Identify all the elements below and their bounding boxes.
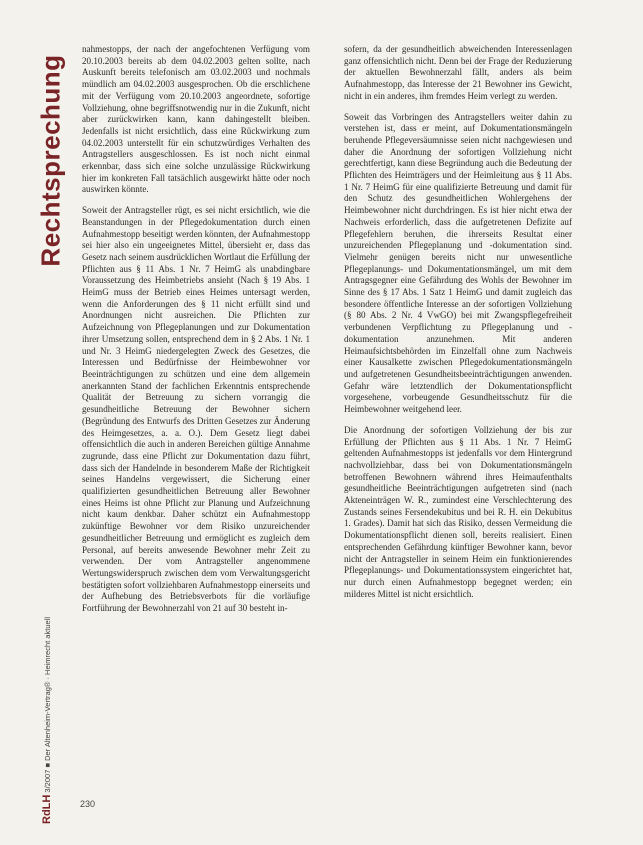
left-paragraph-2: Soweit der Antragsteller rügt, es sei nicht ersichtlich, wie die Beanstandungen in der Pflegedokumentation durch einen Aufnahmestopp beseitigt werden könnten, der Aufnahmestopp sei hier also ein ungeeignetes Mittel, übersieht er, dass das Gesetz nach seinem ausdrücklichen Wortlaut die Erfüllung der Pflichten aus § 11 Abs. 1 Nr. 7 HeimG als unabdingbare Voraussetzung des Heimbetriebs ansieht (Nach § 19 Abs. 1 HeimG muss der Betrieb eines Heimes untersagt werden, wenn die Anforderungen des § 11 nicht erfüllt sind und Anordnungen nicht ausreichen. Die Pflichten zur Aufzeichnung von Pflegeplanungen und zur Dokumentation ihrer Umsetzung sollen, entsprechend dem in § 2 Abs. 1 Nr. 1 und Nr. 3 HeimG niedergelegten Zweck des Gesetzes, die Interessen und Bedürfnisse der Heimbewohner vor Beeinträchtigungen zu schützen und eine dem allgemein anerkannten Stand der fachlichen Erkenntnis entsprechende Qualität der Betreuung zu sichern vorrangig die gesundheitliche Betreuung der Bewohner sichern (Begründung des Entwurfs des Dritten Gesetzes zur Änderung des Heimgesetzes, a. a. O.). Dem Gesetz liegt dabei offensichtlich die auch in anderen Bereichen gültige Annahme zugrunde, dass eine Pflicht zur Dokumentation dazu führt, dass sich der Handelnde in besonderem Maße der Richtigkeit seines Handelns vergewissert, die Sicherung einer qualifizierten gesundheitlichen Betreuung aller Bewohner eines Heims ist ohne Pflicht zur Planung und Aufzeichnung nicht kaum denkbar. Daher schützt ein Aufnahmestopp zukünftige Bewohner vor dem Risiko unzureichender gesundheitlicher Betreuung und ermöglicht es zugleich dem Personal, auf bereits anwesende Bewohner mehr Zeit zu verwenden. Der vom Antragsteller angenommene Wertungswiderspruch zwischen dem vom Verwaltungsgericht bestätigten sofort vollziehbaren Aufnahmestopp einerseits und der Aufhebung des Betriebsverbots für die vorläufige Fortführung der Bewohnerzahl von 21 auf 30 besteht in- [82, 205, 310, 614]
side-footer [32, 580, 62, 824]
page-number: 230 [80, 799, 96, 809]
section-title-text: Rechtsprechung [35, 53, 66, 267]
right-column [344, 44, 572, 609]
left-column [82, 44, 310, 615]
section-title [30, 45, 72, 275]
journal-name: Der Altenheim-Vertrag® · Heimrecht aktuell [43, 617, 52, 761]
right-paragraph-1: sofern, da der gesundheitlich abweichenden Interessenlagen ganz offensichtlich nicht. Denn bei der Frage der Reduzierung der aktuellen Bewohnerzahl fällt, anders als beim Aufnahmestopp, das Interesse der 21 Bewohner ins Gewicht, nicht in ein anderes, ihm fremdes Heim verlegt zu werden. [344, 44, 572, 101]
journal-issue: 3/2007 [43, 769, 52, 793]
journal-logo: RdLH [41, 794, 53, 824]
right-paragraph-3: Die Anordnung der sofortigen Vollziehung der bis zur Erfüllung der Pflichten aus § 11 Abs. 1 Nr. 7 HeimG geltenden Aufnahmestopps ist jedenfalls vor dem Hintergrund nachvollziehbar, dass bei von Dokumentationsmängeln betroffenen Bewohnern während ihres Heimaufenthalts gesundheitliche Beeinträchtigungen aufgetreten sind (nach Akteneinträgen W. R., zumindest eine Verschlechterung des Zustands seines Fersendekubitus und bei R. H. ein Dekubitus 1. Grades). Damit hat sich das Risiko, dessen Vermeidung die Dokumentationspflicht dienen soll, bereits realisiert. Einen entsprechenden Gefährdung künftiger Bewohner kann, bevor nicht der Antragsteller in seinem Heim ein funktionierendes Pflegeplanungs- und Dokumentationssystem eingerichtet hat, nur durch einen Aufnahmestopp begegnet werden; ein milderes Mittel ist nicht ersichtlich. [344, 424, 572, 599]
left-paragraph-1: nahmestopps, der nach der angefochtenen Verfügung vom 20.10.2003 bereits ab dem 04.02.2003 gelten sollte, nach Auskunft bereits telefonisch am 03.02.2003 und nochmals mündlich am 04.02.2003 ausgesprochen. Ob die erschlichene mit der Verfügung vom 20.10.2003 angeordnete, sofortige Vollziehung, ohne begriffsnotwendig nur in die Zukunft, nicht aber zurückwirken kann, kann dahingestellt bleiben. Jedenfalls ist nicht ersichtlich, dass eine Rückwirkung zum 04.02.2003 unterstellt für ein schutzwürdiges Verhalten des Antragstellers ausgeschlossen. Es ist noch nicht einmal erkennbar, dass sich eine solche unzulässige Rückwirkung hier im konkreten Fall tatsächlich ausgewirkt hätte oder noch auswirken könnte. [82, 44, 310, 195]
side-footer-text: RdLH 3/2007 ■ Der Altenheim-Vertrag® · Heimrecht aktuell [41, 617, 53, 824]
right-paragraph-2: Soweit das Vorbringen des Antragstellers weiter dahin zu verstehen ist, dass er meint, auf Dokumentationsmängeln beruhende Pflegeversäumnisse seien nicht nachgewiesen und daher die Anordnung der sofortigen Vollziehung nicht gerechtfertigt, kann diese Begründung auch die Bedeutung der Pflichten des Heimträgers und der Heimleitung aus § 11 Abs. 1 Nr. 7 HeimG für eine qualifizierte Betreuung und damit für den Schutz des gesundheitlichen Wohlergehens der Heimbewohner nicht durchdringen. Es ist hier nicht etwa der Nachweis erforderlich, dass die aufgetretenen Defizite auf Pflegefehlern beruhen, die ihrerseits Resultat einer unzureichenden Pflegeplanung und -dokumentation sind. Vielmehr genügen bereits nicht nur unwesentliche Pflegeplanungs- und Dokumentationsmängel, um mit dem Antragsgegner eine Gefährdung des Wohls der Bewohner im Sinne des § 17 Abs. 1 Satz 1 HeimG und damit zugleich das besondere öffentliche Interesse an der sofortigen Vollziehung (§ 80 Abs. 2 Nr. 4 VwGO) bei mit Zwangspflegefreiheit verbundenen Verpflichtung zu Pflegeplanung und -dokumentation anzunehmen. Mit anderen Heimaufsichtsbehörden im Einzelfall ohne zum Nachweis einer Kausalkette zwischen Pflegedokumentationsmängeln und aufgetretenen Gesundheitsbeeinträchtigungen anwenden. Gefahr wäre letztendlich der Dokumentationspflicht vorgesehene, vorbeugende Gesundheitsschutz für die Heimbewohner weitgehend leer. [344, 111, 572, 415]
